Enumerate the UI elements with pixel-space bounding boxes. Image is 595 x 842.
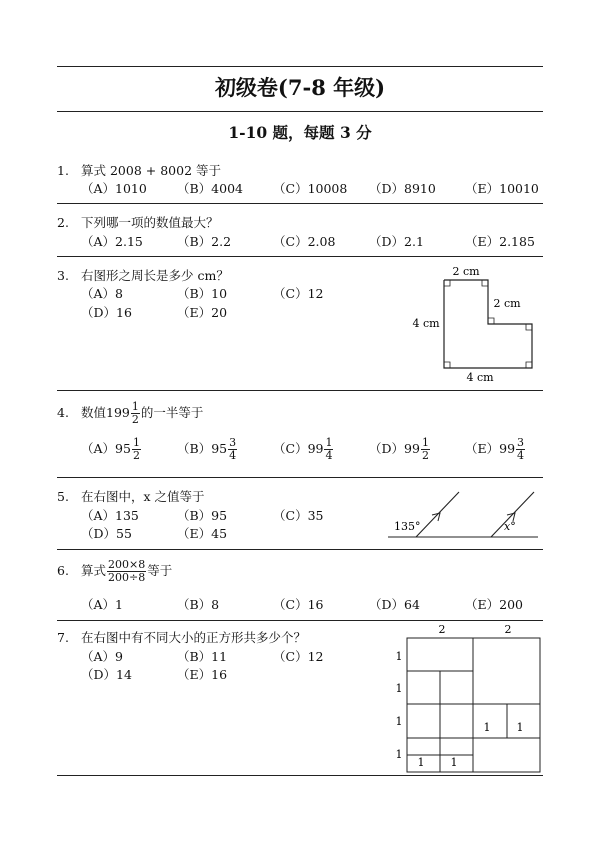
option-d [369, 437, 431, 462]
question-divider [57, 203, 543, 204]
question-number: 6. [57, 563, 69, 578]
option-label: （E） [465, 441, 500, 456]
fraction [324, 437, 333, 462]
fraction [421, 437, 430, 462]
l-shape-figure [408, 262, 544, 386]
denominator: 4 [229, 449, 237, 462]
option-d: （D）16 [81, 305, 132, 320]
angle-135-label: 135° [394, 520, 421, 533]
option-b: （B）11 [177, 649, 228, 664]
right-length-label: 2 cm [493, 297, 521, 310]
numerator: 3 [517, 436, 525, 449]
bottom-length-label: 4 cm [466, 371, 494, 384]
squares-grid-figure [390, 620, 544, 776]
inner-label: 1 [450, 756, 458, 769]
question-1 [57, 161, 221, 179]
denominator: 4 [517, 449, 525, 462]
numerator: 1 [132, 436, 140, 449]
option-label: （C） [273, 441, 308, 456]
option-label: （B） [177, 441, 212, 456]
option-d: （D）64 [369, 597, 420, 612]
option-a [81, 437, 142, 462]
inner-label: 1 [483, 721, 491, 734]
question-number: 2. [57, 215, 69, 230]
top-length-label: 2 cm [452, 265, 480, 278]
question-number: 5. [57, 489, 69, 504]
question-text: 右图形之周长是多少 cm？ [81, 268, 229, 283]
option-c [273, 437, 334, 462]
question-text: 算式 [81, 563, 107, 578]
question-6 [57, 559, 172, 584]
option-c: （C）10008 [273, 181, 348, 196]
question-divider [57, 549, 543, 550]
option-e: （E）2.185 [465, 234, 535, 249]
inner-label: 1 [417, 756, 425, 769]
numerator: 1 [325, 436, 333, 449]
whole-part: 99 [499, 441, 516, 456]
question-number: 4. [57, 405, 69, 420]
option-d: （D）14 [81, 667, 132, 682]
fraction [107, 559, 146, 584]
question-text: 在右图中有不同大小的正方形共多少个？ [81, 630, 307, 645]
question-divider [57, 256, 543, 257]
fraction [516, 437, 525, 462]
top-label: 2 [504, 623, 512, 636]
option-e [465, 437, 526, 462]
option-e: （E）45 [177, 526, 228, 541]
option-a: （A）9 [81, 649, 123, 664]
whole-part: 95 [211, 441, 228, 456]
numerator: 3 [229, 436, 237, 449]
question-text: 在右图中，x 之值等于 [81, 489, 205, 504]
option-e: （E）200 [465, 597, 523, 612]
option-c: （C）35 [273, 508, 324, 523]
top-rule [57, 66, 543, 67]
question-text: 下列哪一项的数值最大？ [81, 215, 219, 230]
option-b: （B）4004 [177, 181, 243, 196]
option-a: （A）1 [81, 597, 123, 612]
option-e: （E）20 [177, 305, 228, 320]
fraction [131, 401, 140, 426]
fraction [228, 437, 237, 462]
option-e: （E）16 [177, 667, 228, 682]
question-text: 数值199 [81, 405, 130, 420]
option-a: （A）2.15 [81, 234, 143, 249]
denominator: 2 [132, 449, 140, 462]
option-b: （B）95 [177, 508, 228, 523]
section-heading: 1-10 题，每题 3 分 [228, 123, 372, 142]
top-label: 2 [438, 623, 446, 636]
title-rule [57, 111, 543, 112]
whole-part: 95 [115, 441, 131, 456]
question-text: 算式 2008 + 8002 等于 [81, 163, 221, 178]
option-d: （D）55 [81, 526, 132, 541]
option-label: （A） [81, 441, 116, 456]
question-7 [57, 628, 306, 646]
left-length-label: 4 cm [412, 317, 440, 330]
question-2 [57, 213, 219, 231]
page-title: 初级卷(7-8 年级) [214, 75, 386, 100]
option-label: （D） [369, 441, 405, 456]
option-d: （D）2.1 [369, 234, 424, 249]
question-number: 1. [57, 163, 69, 178]
question-divider [57, 477, 543, 478]
denominator: 2 [421, 449, 429, 462]
fraction [132, 437, 141, 462]
side-label: 1 [395, 682, 403, 695]
question-5 [57, 487, 205, 505]
question-3 [57, 266, 229, 284]
denominator: 2 [131, 413, 139, 426]
option-b: （B）10 [177, 286, 228, 301]
numerator: 1 [421, 436, 429, 449]
parallel-lines-figure [386, 487, 546, 543]
option-a: （A）135 [81, 508, 139, 523]
side-label: 1 [395, 748, 403, 761]
option-a: （A）8 [81, 286, 123, 301]
option-b [177, 437, 238, 462]
question-text-tail: 的一半等于 [140, 405, 204, 420]
option-c: （C）12 [273, 286, 324, 301]
numerator: 1 [131, 400, 139, 413]
question-number: 3. [57, 268, 69, 283]
question-4 [57, 401, 203, 426]
question-number: 7. [57, 630, 69, 645]
option-b: （B）2.2 [177, 234, 232, 249]
whole-part: 99 [404, 441, 420, 456]
question-text-tail: 等于 [147, 563, 173, 578]
question-divider [57, 390, 543, 391]
option-b: （B）8 [177, 597, 220, 612]
denominator: 200÷8 [108, 571, 146, 584]
option-c: （C）16 [273, 597, 324, 612]
option-c: （C）12 [273, 649, 324, 664]
option-d: （D）8910 [369, 181, 436, 196]
option-c: （C）2.08 [273, 234, 336, 249]
side-label: 1 [395, 715, 403, 728]
numerator: 200×8 [108, 558, 146, 571]
angle-x-label: x° [504, 520, 516, 533]
denominator: 4 [325, 449, 333, 462]
option-e: （E）10010 [465, 181, 539, 196]
inner-label: 1 [516, 721, 524, 734]
whole-part: 99 [307, 441, 324, 456]
side-label: 1 [395, 650, 403, 663]
bottom-rule [57, 775, 543, 776]
option-a: （A）1010 [81, 181, 147, 196]
